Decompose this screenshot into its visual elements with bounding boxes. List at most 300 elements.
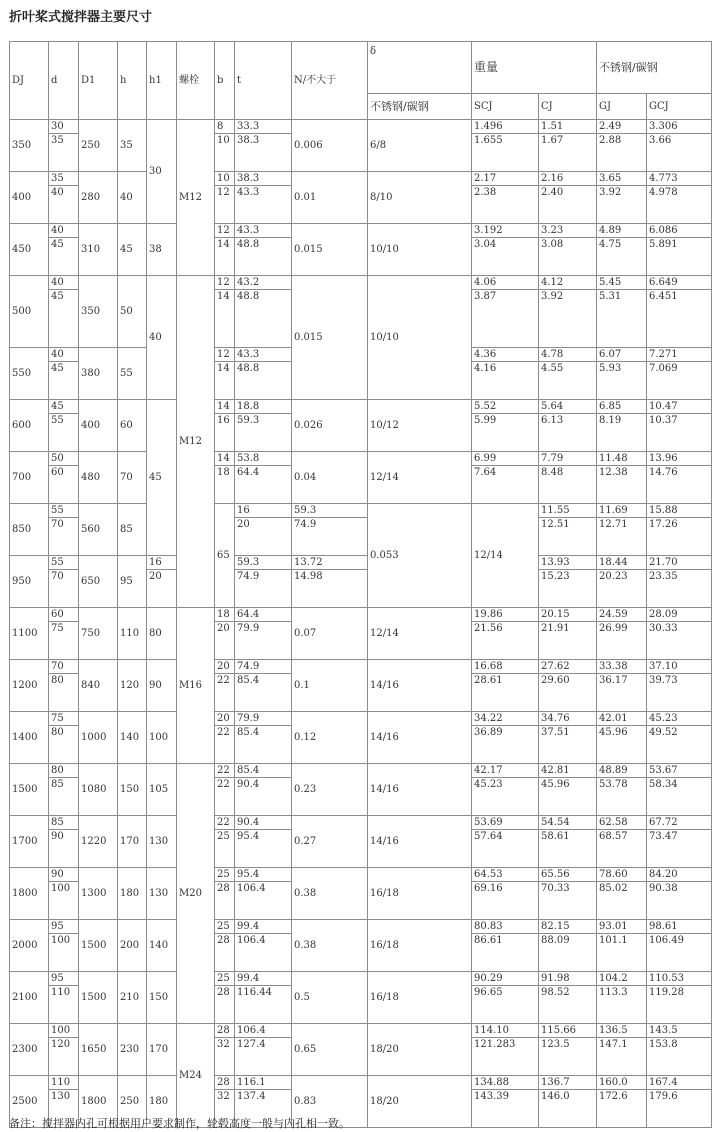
gcj-cell-value: 30.33 [647,621,711,635]
table-row [10,712,712,764]
gcj-cell [647,764,712,816]
b-cell-value: 22 [217,817,230,828]
t-cell [235,712,292,764]
d1-cell: 1300 [79,868,118,920]
t-cell-value: 64.4 [237,609,260,620]
b-cell [215,348,235,400]
n-cell: 0.83 [292,1076,368,1128]
b-cell-value: 32 [215,1089,234,1103]
b-cell-value: 14 [215,237,234,251]
gj-cell [597,660,647,712]
gj-cell [597,172,647,224]
b-cell-value: 14 [215,289,234,303]
scj-cell-value: 69.16 [472,881,538,895]
t-cell-value: 43.2 [237,277,260,288]
cj-cell [539,868,597,920]
cj-cell-value: 123.5 [539,1037,596,1051]
cj-cell-value: 146.0 [539,1089,596,1103]
n-cell: 0.053 [368,504,472,608]
gj-cell-value: 5.31 [597,289,646,303]
dj-cell: 450 [10,224,49,276]
cj-cell [539,608,597,660]
scj-cell-value: 121.283 [472,1037,538,1051]
b-cell [215,1024,235,1076]
t-cell-value: 59.3 [235,413,291,427]
t-cell-value: 116.44 [235,985,291,999]
gj-cell-value: 104.2 [599,973,628,984]
header-h1: h1 [147,42,177,120]
gcj-cell-value: 37.10 [649,661,678,672]
t-cell-value: 74.9 [292,517,367,531]
b-cell [215,972,235,1024]
gcj-cell-value: 3.306 [649,121,678,132]
delta-cell: 14/16 [368,712,472,764]
table-body [10,42,712,1128]
d-cell-value: 80 [49,725,78,739]
gj-cell-value: 136.5 [599,1025,628,1036]
scj-cell-value: 36.89 [472,725,538,739]
t-cell [235,224,292,276]
b-cell-value: 16 [215,413,234,427]
gcj-cell [647,608,712,660]
scj-cell [472,276,539,348]
cj-cell-value: 88.09 [539,933,596,947]
header-t: t [235,42,292,120]
table-row [10,764,712,816]
d-cell-value: 70 [49,517,78,531]
h-cell: 70 [118,452,147,504]
table-row [10,868,712,920]
d-cell-value: 60 [51,609,64,620]
b-cell [215,120,235,172]
scj-cell [472,816,539,868]
gj-cell-value: 42.01 [599,713,628,724]
b-cell-value: 8 [217,121,224,132]
b-cell-value: 28 [215,985,234,999]
t-cell-value: 137.4 [235,1089,291,1103]
cj-cell [539,660,597,712]
dj-cell: 700 [10,452,49,504]
gcj-cell [647,712,712,764]
h-cell: 35 [118,120,147,172]
cj-cell-value: 4.55 [539,361,596,375]
d1-cell: 560 [79,504,118,556]
gcj-cell-value: 90.38 [647,881,711,895]
table-row [10,224,712,276]
gcj-cell [647,920,712,972]
gj-cell-value: 3.92 [597,185,646,199]
cj-cell-value: 7.79 [541,453,564,464]
gcj-cell-value: 153.8 [647,1037,711,1051]
d-cell-value: 70 [51,661,64,672]
gcj-cell-value: 84.20 [649,869,678,880]
d1-cell: 280 [79,172,118,224]
bolt-cell: M12 [177,120,215,276]
t-cell-value: 79.9 [237,713,260,724]
t-cell [235,816,292,868]
gcj-cell-value: 6.086 [649,225,678,236]
scj-cell-value: 86.61 [472,933,538,947]
t-cell-value: 18.8 [237,401,260,412]
header-d: d [49,42,79,120]
cj-cell-value: 2.40 [539,185,596,199]
h1-cell: 65 [215,504,235,608]
cj-cell [539,400,597,452]
delta-cell: 14/16 [368,764,472,816]
b-cell-value: 28 [217,1025,230,1036]
b-cell [235,504,292,556]
delta-cell: 14/16 [368,816,472,868]
t-cell-value: 43.3 [237,225,260,236]
scj-cell [472,972,539,1024]
t-cell-value: 90.4 [237,817,260,828]
scj-cell-value: 4.16 [472,361,538,375]
gcj-cell-value: 7.271 [649,349,678,360]
header-n: N/不大于 [292,42,368,120]
b-cell [147,556,177,608]
d-cell-value: 40 [49,185,78,199]
cj-cell-value: 11.69 [599,505,628,516]
d1-cell: 310 [79,224,118,276]
scj-cell [472,172,539,224]
header-dj: DJ [10,42,49,120]
delta-cell: 10/12 [368,400,472,452]
cj-cell-value: 13.93 [541,557,570,568]
t-cell-value: 90.4 [235,777,291,791]
scj-cell-value: 42.17 [474,765,503,776]
b-cell-value: 25 [217,973,230,984]
h-cell: 150 [118,764,147,816]
scj-cell [472,868,539,920]
delta-cell: 14/16 [368,660,472,712]
d-cell-value: 100 [51,1025,71,1036]
h1-cell: 105 [147,764,177,816]
gcj-cell-value: 67.72 [649,817,678,828]
b-cell-value: 12 [215,185,234,199]
d-cell [49,920,79,972]
table-row [10,660,712,712]
d1-cell: 1500 [79,920,118,972]
t-cell-value: 38.3 [237,173,260,184]
h1-cell: 180 [147,1076,177,1128]
dj-cell: 550 [10,348,49,400]
dj-cell: 1200 [10,660,49,712]
t-cell-value: 38.3 [235,133,291,147]
cj-cell-value: 82.15 [541,921,570,932]
page-title: 折叶桨式搅拌器主要尺寸 [9,10,153,25]
b-cell [215,920,235,972]
d-cell-value: 45 [49,289,78,303]
delta-cell: 16/18 [368,920,472,972]
n-cell: 0.015 [292,224,368,276]
gj-cell [597,712,647,764]
table-row [10,400,712,452]
dj-cell: 2000 [10,920,49,972]
b-cell-value: 10 [217,173,230,184]
delta-cell: 6/8 [368,120,472,172]
gcj-cell-value: 10.37 [647,413,711,427]
gcj-cell [647,452,712,504]
t-cell-value: 59.3 [237,557,260,568]
b-cell-value: 12 [217,349,230,360]
n-cell: 0.38 [292,868,368,920]
scj-cell-value: 90.29 [474,973,503,984]
d1-cell: 480 [79,452,118,504]
d-cell [49,452,79,504]
d-cell-value: 55 [49,413,78,427]
gj-cell-value: 62.58 [599,817,628,828]
t-cell [235,172,292,224]
h-cell: 140 [118,712,147,764]
t-cell-value: 106.4 [235,881,291,895]
cj-cell [539,816,597,868]
d1-cell: 840 [79,660,118,712]
scj-cell-value: 7.64 [472,465,538,479]
scj-cell-value: 3.192 [474,225,503,236]
scj-cell-value: 4.36 [474,349,497,360]
bolt-cell: M24 [177,1024,215,1128]
gj-cell [647,504,712,556]
n-cell: 0.07 [292,608,368,660]
b-cell-value: 14 [217,453,230,464]
d-cell [49,504,79,556]
d-cell-value: 35 [49,133,78,147]
gcj-cell [647,276,712,348]
b-cell [215,608,235,660]
scj-cell [472,400,539,452]
d-cell [49,712,79,764]
b-cell [215,276,235,348]
n-cell: 0.27 [292,816,368,868]
t-cell [235,920,292,972]
table-row [10,972,712,1024]
scj-cell-value: 19.86 [474,609,503,620]
header-scj: SCJ [472,94,539,120]
t-cell [235,608,292,660]
gj-cell [597,348,647,400]
cj-cell [597,504,647,556]
d-cell-value: 55 [51,505,64,516]
t-cell-value: 43.3 [235,185,291,199]
gcj-cell [647,868,712,920]
t-cell-value: 85.4 [235,673,291,687]
d1-cell: 1800 [79,1076,118,1128]
n-cell: 0.65 [292,1024,368,1076]
gj-cell-value: 3.65 [599,173,622,184]
h1-cell: 30 [147,120,177,224]
cj-cell-value: 54.54 [541,817,570,828]
n-cell: 0.01 [292,172,368,224]
header-h: h [118,42,147,120]
b-cell [215,712,235,764]
gcj-cell-value: 119.28 [647,985,711,999]
b-cell [215,172,235,224]
cj-cell-value: 1.51 [541,121,564,132]
gj-cell [597,452,647,504]
cj-cell-value: 70.33 [539,881,596,895]
table-row [10,452,712,504]
gcj-cell-value: 49.52 [647,725,711,739]
t-cell [235,452,292,504]
t-cell-value: 95.4 [237,869,260,880]
scj-cell-value: 12.51 [539,517,596,531]
header-d1: D1 [79,42,118,120]
delta-cell: 12/14 [368,608,472,660]
scj-cell-value: 1.496 [474,121,503,132]
delta-cell: 16/18 [368,972,472,1024]
gcj-cell-value: 73.47 [647,829,711,843]
t-cell [235,120,292,172]
gj-cell [597,608,647,660]
gj-cell-value: 147.1 [597,1037,646,1051]
h1-cell: 80 [147,608,177,660]
scj-cell-value: 45.23 [472,777,538,791]
table-row [10,504,712,556]
gj-cell [597,764,647,816]
h-cell: 45 [118,224,147,276]
gcj-cell-value: 28.09 [649,609,678,620]
b-cell [215,400,235,452]
gj-cell-value: 5.93 [597,361,646,375]
t-cell-value: 53.8 [237,453,260,464]
gcj-cell-value: 7.069 [647,361,711,375]
h-cell: 85 [118,504,147,556]
bolt-cell: M12 [177,276,215,608]
d-cell-value: 85 [49,777,78,791]
gj-cell-value: 18.44 [599,557,628,568]
cj-cell-value: 3.23 [541,225,564,236]
gj-cell [597,120,647,172]
header-delta: δ [368,42,472,94]
t-cell-value: 33.3 [237,121,260,132]
gcj-cell-value: 6.649 [649,277,678,288]
cj-cell [539,120,597,172]
cj-cell [539,172,597,224]
d-cell-value: 55 [51,557,64,568]
d-cell-value: 35 [51,173,64,184]
d1-cell: 400 [79,400,118,452]
delta-cell: 8/10 [368,172,472,224]
gcj-cell-value: 23.35 [647,569,711,583]
gcj-cell [647,972,712,1024]
b-cell-value: 16 [149,557,162,568]
scj-cell-value: 64.53 [474,869,503,880]
t-cell-value: 43.3 [237,349,260,360]
gcj-cell [647,556,712,608]
table-row [10,276,712,348]
t-cell [235,348,292,400]
cj-cell-value: 4.12 [541,277,564,288]
b-cell-value: 22 [215,777,234,791]
gcj-cell [647,1076,712,1128]
scj-cell [472,452,539,504]
d-cell [49,348,79,400]
t-cell-value: 99.4 [237,973,260,984]
d-cell [49,608,79,660]
gcj-cell-value: 53.67 [649,765,678,776]
d1-cell: 380 [79,348,118,400]
h-cell: 230 [118,1024,147,1076]
b-cell [215,764,235,816]
table-row [10,172,712,224]
gcj-cell-value: 4.773 [649,173,678,184]
b-cell-value: 10 [215,133,234,147]
b-cell-value: 32 [215,1037,234,1051]
gj-cell [597,868,647,920]
table-row [10,920,712,972]
n-cell: 0.12 [292,712,368,764]
b-cell [215,816,235,868]
d-cell [49,120,79,172]
delta-cell: 16/18 [368,868,472,920]
scj-cell-value: 4.06 [474,277,497,288]
gj-cell-value: 26.99 [597,621,646,635]
t-cell [292,504,368,556]
scj-cell [539,504,597,556]
t-cell-value: 85.4 [237,765,260,776]
scj-cell-value: 134.88 [474,1077,509,1088]
gj-cell [597,1076,647,1128]
d-cell-value: 90 [49,829,78,843]
gj-cell-value: 15.88 [649,505,678,516]
h-cell: 40 [118,172,147,224]
b-cell-value: 28 [217,1077,230,1088]
gcj-cell-value: 14.76 [647,465,711,479]
t-cell-value: 99.4 [237,921,260,932]
dj-cell: 1800 [10,868,49,920]
d-cell-value: 75 [51,713,64,724]
cj-cell [539,452,597,504]
n-cell: 0.5 [292,972,368,1024]
cj-cell-value: 58.61 [539,829,596,843]
d-cell-value: 110 [51,1077,71,1088]
d-cell-value: 60 [49,465,78,479]
header-cj: CJ [539,94,597,120]
cj-cell-value: 2.16 [541,173,564,184]
b-cell-value: 25 [215,829,234,843]
d1-cell: 350 [79,276,118,348]
t-cell [235,868,292,920]
scj-cell-value: 16.68 [474,661,503,672]
gj-cell-value: 45.96 [597,725,646,739]
b-cell-value: 18 [217,609,230,620]
cj-cell [539,348,597,400]
gcj-cell-value: 98.61 [649,921,678,932]
b-cell-value: 28 [215,933,234,947]
gj-cell-value: 33.38 [599,661,628,672]
d-cell-value: 50 [51,453,64,464]
header-gcj: GCJ [647,94,712,120]
d1-cell: 1220 [79,816,118,868]
gcj-cell [647,120,712,172]
b-cell-value: 20 [235,517,291,531]
d-cell-value: 40 [51,349,64,360]
n-cell: 0.015 [292,276,368,400]
cj-cell-value: 20.15 [541,609,570,620]
dj-cell: 500 [10,276,49,348]
gj-cell-value: 4.89 [599,225,622,236]
b-cell [215,868,235,920]
d1-cell: 1000 [79,712,118,764]
t-cell [235,1024,292,1076]
delta-cell: 10/10 [368,224,472,276]
gcj-cell-value: 167.4 [649,1077,678,1088]
gj-cell-value: 53.78 [597,777,646,791]
t-cell-value: 74.9 [237,661,260,672]
h-cell: 250 [118,1076,147,1128]
delta-cell: 10/10 [368,276,472,400]
h-cell: 55 [118,348,147,400]
